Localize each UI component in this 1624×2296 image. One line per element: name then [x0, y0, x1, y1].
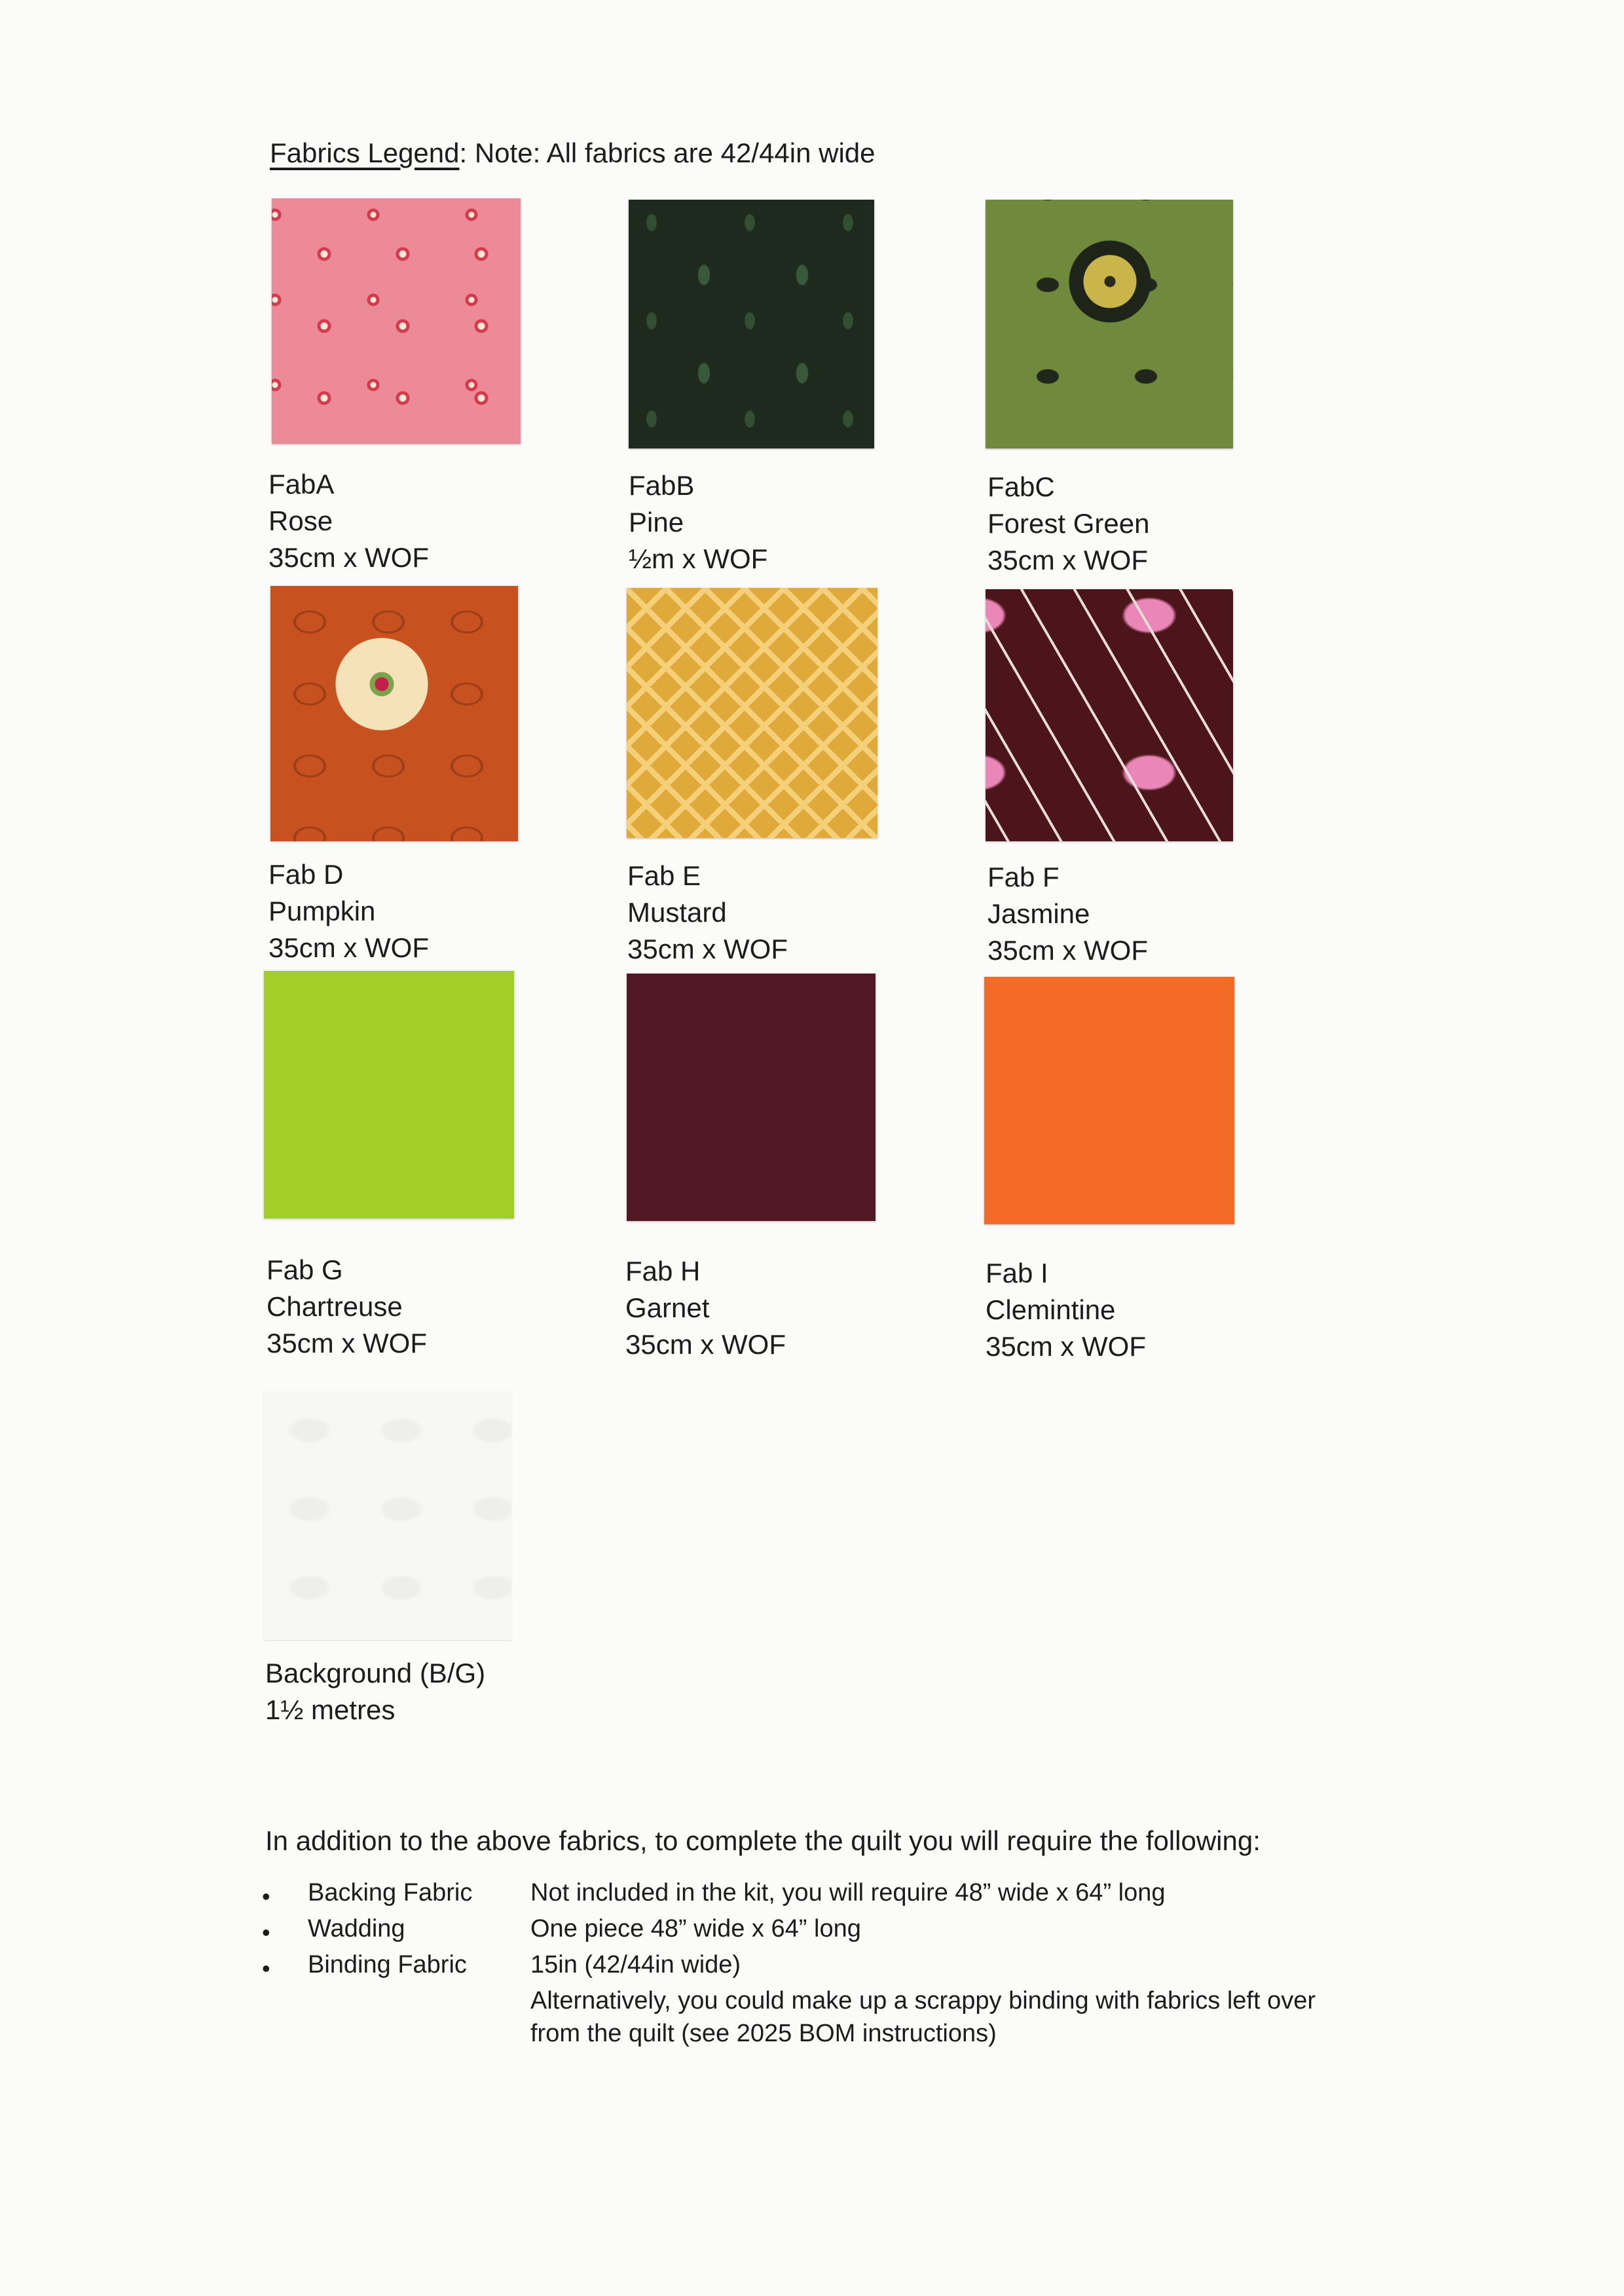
fabric-amount: 1½ metres [265, 1694, 396, 1725]
fabric-amount: 35cm x WOF [987, 935, 1149, 966]
legend-title: Fabrics Legend [270, 137, 460, 168]
legend-note: : Note: All fabrics are 42/44in wide [459, 137, 876, 168]
bullet-icon: • [262, 1919, 270, 1946]
requirement-name: Binding Fabric [308, 1951, 467, 1978]
fabric-code: Fab H [625, 1256, 701, 1286]
fabric-label-e [627, 858, 788, 968]
fabric-swatch-rose [272, 198, 521, 444]
requirement-name: Wadding [308, 1915, 405, 1942]
fabric-name: Pumpkin [268, 896, 376, 926]
fabrics-legend-heading [270, 137, 876, 169]
fabric-swatch-chartreuse [264, 971, 514, 1218]
requirement-name: Backing Fabric [308, 1879, 473, 1906]
fabric-amount: 35cm x WOF [267, 1328, 428, 1358]
fabric-label-f [987, 859, 1148, 969]
fabric-code: Fab I [986, 1258, 1048, 1288]
fabric-code: FabC [987, 471, 1055, 502]
fabric-code: Background (B/G) [265, 1658, 486, 1688]
fabric-code: FabA [268, 469, 335, 500]
fabric-amount: 35cm x WOF [625, 1329, 786, 1360]
fabric-name: Pine [629, 507, 684, 538]
requirement-desc: One piece 48” wide x 64” long [530, 1915, 861, 1942]
requirement-desc: Not included in the kit, you will require 48” wide x 64” long [530, 1879, 1166, 1906]
fabric-name: Clemintine [986, 1294, 1116, 1325]
fabric-swatch-forest-green [986, 200, 1233, 448]
fabric-code: Fab F [987, 862, 1060, 892]
fabric-label-c [987, 469, 1149, 579]
fabric-label-g [267, 1252, 427, 1362]
fabric-name: Rose [268, 505, 333, 536]
fabric-swatch-mustard [627, 588, 877, 838]
alternative-note-line-1: Alternatively, you could make up a scrappy binding with fabrics left over [530, 1987, 1316, 2014]
fabric-name: Forest Green [987, 508, 1150, 539]
fabric-label-background [265, 1655, 485, 1728]
fabric-swatch-background [264, 1391, 511, 1640]
fabric-code: Fab E [627, 860, 701, 891]
fabric-amount: 35cm x WOF [987, 545, 1149, 575]
fabric-name: Chartreuse [267, 1291, 403, 1322]
bullet-icon: • [262, 1955, 270, 1982]
bullet-icon: • [262, 1883, 270, 1910]
fabric-code: Fab G [267, 1254, 343, 1285]
fabric-name: Jasmine [987, 898, 1090, 929]
fabric-amount: 35cm x WOF [268, 932, 430, 963]
fabric-name: Mustard [627, 897, 727, 928]
fabric-amount: 35cm x WOF [986, 1331, 1147, 1362]
fabric-code: Fab D [268, 859, 344, 890]
alternative-note-line-2: from the quilt (see 2025 BOM instructions) [530, 2020, 997, 2047]
fabric-amount: 35cm x WOF [627, 934, 788, 964]
fabric-label-i [986, 1255, 1146, 1365]
fabric-name: Garnet [625, 1292, 710, 1323]
requirement-desc: 15in (42/44in wide) [530, 1951, 741, 1978]
fabric-amount: ½m x WOF [629, 543, 768, 574]
fabric-label-h [625, 1253, 786, 1363]
requirements-intro: In addition to the above fabrics, to complete the quilt you will require the following: [265, 1825, 1261, 1856]
fabric-swatch-clementine [984, 977, 1234, 1224]
fabric-swatch-jasmine [986, 589, 1233, 841]
fabric-label-a [268, 466, 429, 576]
fabric-swatch-garnet [627, 974, 876, 1221]
fabric-code: FabB [629, 470, 695, 501]
fabric-label-d [268, 856, 429, 966]
fabric-swatch-pumpkin [270, 586, 518, 841]
fabric-swatch-pine [629, 200, 874, 448]
fabric-amount: 35cm x WOF [268, 542, 430, 573]
fabric-label-b [629, 467, 767, 577]
